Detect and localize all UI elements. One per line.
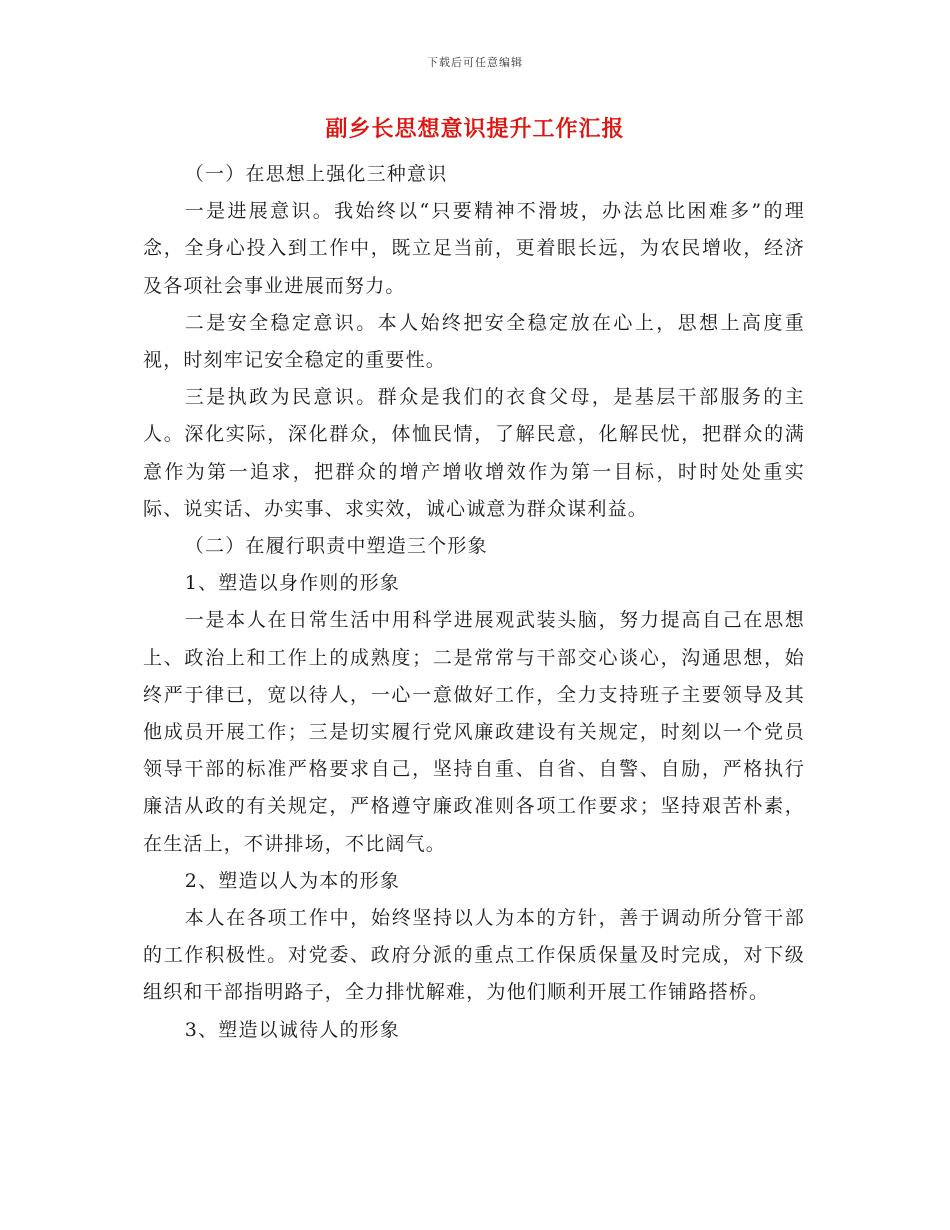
paragraph: 二是安全稳定意识。本人始终把安全稳定放在心上，思想上高度重视，时刻牢记安全稳定的重要性。 [143,311,805,372]
document-title: 副乡长思想意识提升工作汇报 [325,116,625,142]
document-body [143,156,805,1049]
paragraph: 一是本人在日常生活中用科学进展观武装头脑，努力提高自己在思想上、政治上和工作上的成熟度；二是常常与干部交心谈心，沟通思想，始终严于律已，宽以待人，一心一意做好工作，全力支持班子主要领导及其他成员开展工作；三是切实履行党风廉政建设有关规定，时刻以一个党员领导干部的标准严格要求自己，坚持自重、自省、自警、自励，严格执行廉洁从政的有关规定，严格遵守廉政准则各项工作要求；坚持艰苦朴素，在生活上，不讲排场，不比阔气。 [143,609,805,855]
paragraph: 一是进展意识。我始终以“只要精神不滑坡，办法总比困难多”的理念，全身心投入到工作中，既立足当前，更着眼长远，为农民增收，经济及各项社会事业进展而努力。 [143,200,805,297]
paragraph: 三是执政为民意识。群众是我们的衣食父母，是基层干部服务的主人。深化实际，深化群众，体恤民情，了解民意，化解民忧，把群众的满意作为第一追求，把群众的增产增收增效作为第一目标，时时处处重实际、说实话、办实事、求实效，诚心诚意为群众谋利益。 [143,386,805,520]
section-heading-1: （一）在思想上强化三种意识 [184,163,448,185]
subheading: 1、塑造以身作则的形象 [184,572,401,595]
section-heading-2: （二）在履行职责中塑造三个形象 [184,535,488,558]
paragraph: 本人在各项工作中，始终坚持以人为本的方针，善于调动所分管干部的工作积极性。对党委、政府分派的重点工作保质保量及时完成，对下级组织和干部指明路子，全力排忧解难，为他们顺利开展工作铺路搭桥。 [143,907,805,1004]
subheading: 3、塑造以诚待人的形象 [184,1018,401,1041]
subheading: 2、塑造以人为本的形象 [184,869,401,892]
header-note: 下载后可任意编辑 [427,56,523,69]
